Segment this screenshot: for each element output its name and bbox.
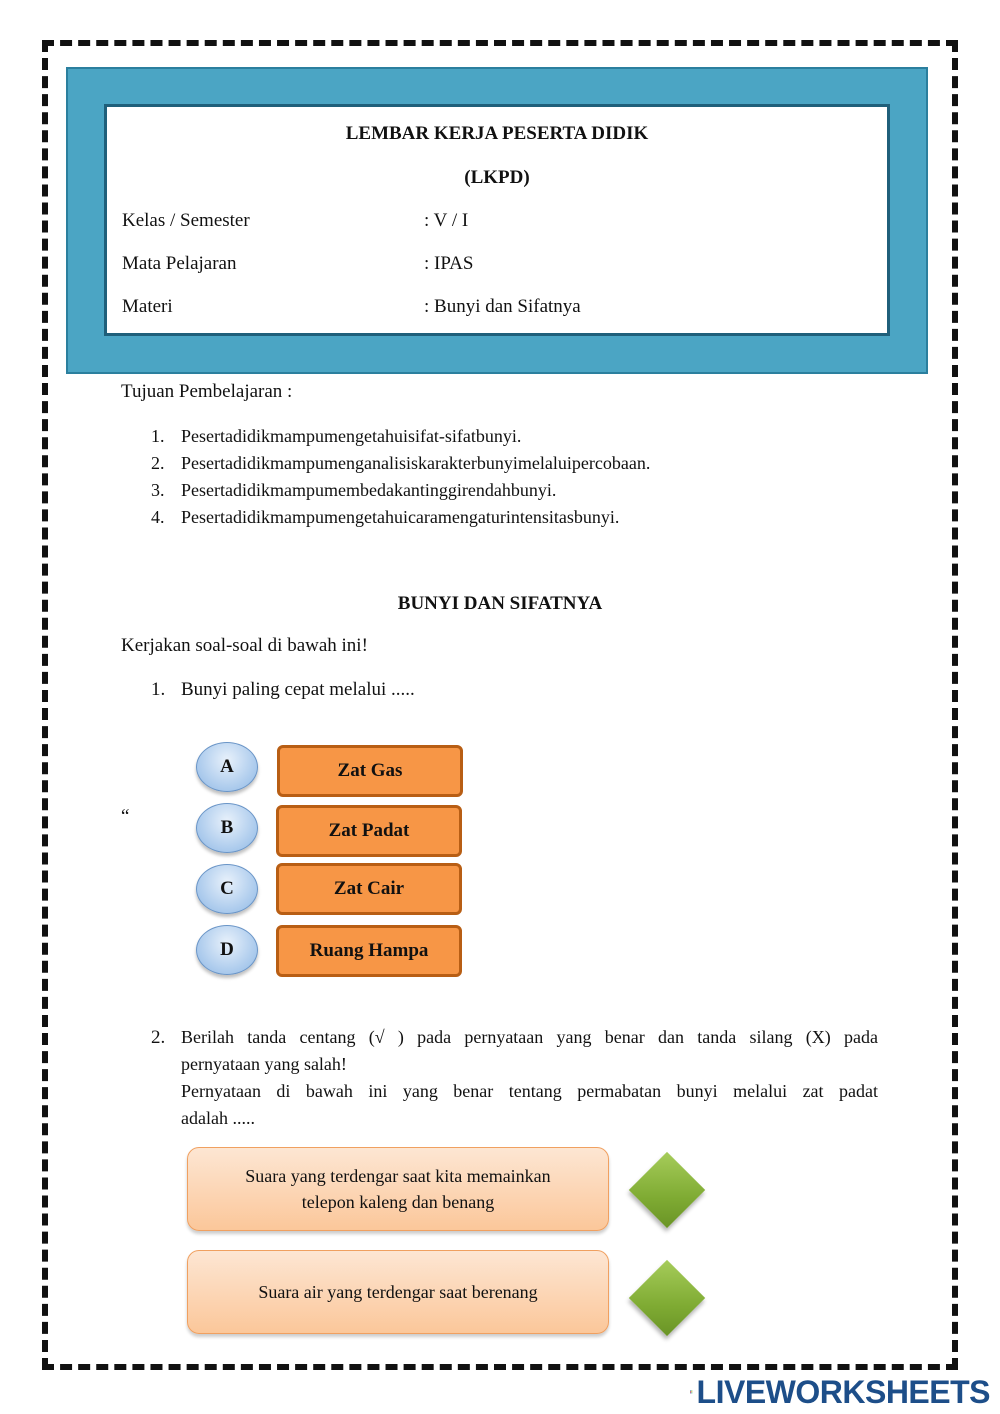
question2-number: 2. bbox=[151, 1027, 166, 1048]
question2-line1: Berilah tanda centang (√ ) pada pernyataan yang benar dan tanda silang (X) pada bbox=[181, 1027, 878, 1047]
question1-text: Bunyi paling cepat melalui ..... bbox=[181, 679, 415, 700]
liveworksheets-logo bbox=[690, 1374, 990, 1410]
goal-item bbox=[151, 507, 891, 534]
option-letter: D bbox=[220, 939, 234, 960]
section-title: BUNYI DAN SIFATNYA bbox=[397, 593, 603, 614]
option-text: Zat Cair bbox=[333, 878, 405, 899]
topic-value: : Bunyi dan Sifatnya bbox=[424, 296, 581, 317]
statement-1 bbox=[187, 1147, 609, 1231]
class-label: Kelas / Semester bbox=[122, 210, 250, 231]
statement-2 bbox=[187, 1250, 609, 1334]
goal-text: Pesertadidikmampumengetahuisifat-sifatbunyi. bbox=[181, 426, 522, 446]
option-a-circle[interactable] bbox=[196, 742, 258, 792]
question1-number: 1. bbox=[151, 679, 166, 700]
stray-quote-mark: “ bbox=[121, 806, 130, 827]
logo-icon bbox=[690, 1377, 693, 1407]
option-letter: C bbox=[220, 878, 234, 899]
option-text: Ruang Hampa bbox=[309, 940, 429, 961]
subject-value: : IPAS bbox=[424, 253, 474, 274]
goal-item bbox=[151, 426, 891, 453]
option-d-answer[interactable] bbox=[276, 925, 462, 977]
goal-text: Pesertadidikmampumembedakantinggirendahbunyi. bbox=[181, 480, 557, 500]
goal-number: 3. bbox=[151, 480, 165, 500]
header-info-box bbox=[104, 104, 890, 336]
statement-line: telepon kaleng dan benang bbox=[301, 1192, 495, 1212]
question2-line4: adalah ..... bbox=[181, 1108, 255, 1128]
option-c-answer[interactable] bbox=[276, 863, 462, 915]
goal-number: 2. bbox=[151, 453, 165, 473]
goals-heading: Tujuan Pembelajaran : bbox=[121, 381, 293, 402]
goals-list bbox=[151, 426, 891, 534]
option-b-answer[interactable] bbox=[276, 805, 462, 857]
class-value: : V / I bbox=[424, 210, 469, 231]
option-a-answer[interactable] bbox=[277, 745, 463, 797]
subject-label: Mata Pelajaran bbox=[122, 253, 237, 274]
instruction-text: Kerjakan soal-soal di bawah ini! bbox=[121, 635, 368, 656]
worksheet-subtitle: (LKPD) bbox=[464, 167, 530, 188]
question2-line2: pernyataan yang salah! bbox=[181, 1054, 347, 1074]
option-text: Zat Gas bbox=[337, 760, 403, 781]
option-b-circle[interactable] bbox=[196, 803, 258, 853]
statement-line: Suara air yang terdengar saat berenang bbox=[258, 1282, 538, 1302]
topic-label: Materi bbox=[122, 296, 173, 317]
goal-text: Pesertadidikmampumengetahuicaramengaturintensitasbunyi. bbox=[181, 507, 620, 527]
goal-number: 4. bbox=[151, 507, 165, 527]
option-text: Zat Padat bbox=[328, 820, 410, 841]
goal-number: 1. bbox=[151, 426, 165, 446]
goal-text: Pesertadidikmampumenganalisiskarakterbunyimelaluipercobaan. bbox=[181, 453, 651, 473]
goal-item bbox=[151, 480, 891, 507]
option-d-circle[interactable] bbox=[196, 925, 258, 975]
logo-text: LIVEWORKSHEETS bbox=[696, 1373, 990, 1410]
question2-line3: Pernyataan di bawah ini yang benar tentang permabatan bunyi melalui zat padat bbox=[181, 1081, 878, 1101]
statement-line: Suara yang terdengar saat kita memainkan bbox=[245, 1166, 551, 1186]
option-c-circle[interactable] bbox=[196, 864, 258, 914]
option-letter: B bbox=[220, 817, 234, 838]
option-letter: A bbox=[220, 756, 234, 777]
goal-item bbox=[151, 453, 891, 480]
worksheet-title: LEMBAR KERJA PESERTA DIDIK bbox=[345, 123, 649, 144]
